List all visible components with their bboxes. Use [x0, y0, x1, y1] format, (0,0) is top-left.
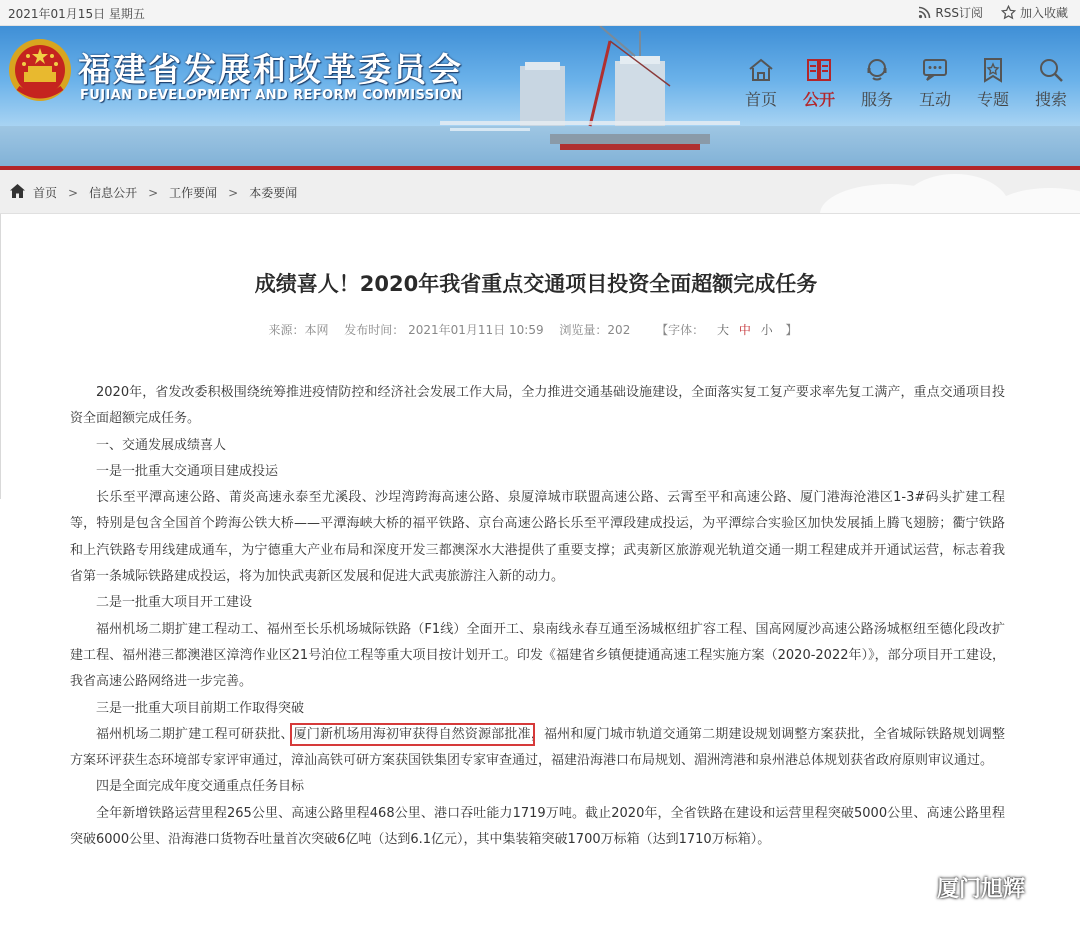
star-icon	[1001, 5, 1016, 20]
book-icon	[805, 56, 833, 84]
breadcrumb-commission-news[interactable]: 本委要闻	[249, 186, 298, 200]
breadcrumb-bar	[0, 170, 1080, 214]
breadcrumb-separator: >	[228, 185, 239, 200]
favorite-label: 加入收藏	[1019, 6, 1068, 20]
nav-interact[interactable]	[906, 54, 964, 110]
nav-service-label: 服务	[860, 90, 893, 109]
watermark	[897, 872, 1025, 903]
font-size-label: 【字体：	[656, 323, 705, 337]
top-bar	[0, 0, 1080, 26]
port-illustration-icon	[440, 26, 740, 166]
paragraph-text: ，福州和厦门城市轨道交通第二期建设规划调整方案获批，全省城际铁路规划调整方案环评获生态环境部专家评审通过，漳汕高铁可研方案获国铁集团专家审查通过，福建沿海港口布局规划、湄洲湾港和泉州港总体规划获省政府原则审议通过。	[70, 726, 1005, 769]
article-subheading: 四是全面完成年度交通重点任务目标	[96, 779, 305, 795]
main-nav	[732, 54, 1080, 110]
nav-search-label: 搜索	[1034, 90, 1067, 109]
watermark-text: 厦门旭辉	[937, 877, 1026, 902]
font-size-small[interactable]: 小	[760, 323, 773, 337]
national-emblem-icon	[6, 36, 74, 106]
site-title: 福建省发展和改革委员会	[78, 50, 463, 89]
nav-open-label: 公开	[802, 90, 835, 109]
date-text: 2021年01月15日 星期五	[8, 7, 145, 21]
breadcrumb-work-news[interactable]: 工作要闻	[169, 186, 218, 200]
article-source: 来源：本网	[268, 323, 329, 337]
article-paragraph: 全年新增铁路运营里程265公里、高速公路里程468公里、港口吞吐能力1719万吨。截止2020年，全省铁路在建设和运营里程突破5000公里、高速公路里程突破6000公里、沿海港口货物吞吐量首次突破6亿吨（达到6.1亿元），其中集装箱突破1700万标箱（达到1710万标箱）。	[70, 805, 1005, 848]
home-icon[interactable]	[10, 184, 25, 201]
paragraph-text: 福州机场二期扩建工程可研获批、	[96, 726, 294, 742]
nav-topic[interactable]	[964, 54, 1022, 110]
rss-label: RSS订阅	[935, 6, 983, 20]
topic-icon	[979, 56, 1007, 84]
nav-home-label: 首页	[744, 90, 777, 109]
font-size-medium[interactable]: 中	[738, 323, 751, 337]
service-icon	[863, 56, 891, 84]
article-subheading: 三是一批重大项目前期工作取得突破	[96, 700, 305, 716]
nav-service[interactable]	[848, 54, 906, 110]
rss-icon	[918, 6, 931, 19]
breadcrumb	[10, 184, 297, 201]
highlighted-text: 厦门新机场用海初审获得自然资源部批准	[293, 726, 531, 742]
article-subheading: 二是一批重大项目开工建设	[96, 595, 253, 611]
article-meta	[0, 321, 1072, 338]
nav-open[interactable]	[790, 54, 848, 110]
article-body	[70, 380, 1005, 853]
article-published: 发布时间： 2021年01月11日 10:59	[344, 323, 544, 337]
top-links	[918, 4, 1068, 21]
article-paragraph	[70, 722, 1005, 775]
nav-search[interactable]	[1022, 54, 1080, 110]
breadcrumb-info-public[interactable]: 信息公开	[89, 186, 138, 200]
article-paragraph: 长乐至平潭高速公路、莆炎高速永泰至尤溪段、沙埕湾跨海高速公路、泉厦漳城市联盟高速公路、云霄至平和高速公路、厦门港海沧港区1-3#码头扩建工程等，特别是包含全国首个跨海公铁大桥——平潭海峡大桥的福平铁路、京台高速公路长乐至平潭段建成投运，为平潭综合实验区加快发展插上腾飞翅膀；衢宁铁路和上汽铁路专用线建成通车，为宁德重大产业布局和深度开发三都澳深水大港提供了重要支撑；武夷新区旅游观光轨道交通一期工程建成并开通试运营，标志着我省第一条城际铁路建成投运，将为加快武夷新区发展和促进大武夷旅游注入新的动力。	[70, 490, 1005, 585]
home-icon	[747, 56, 775, 84]
article-paragraph: 2020年，省发改委积极围绕统筹推进疫情防控和经济社会发展工作大局，全力推进交通基础设施建设，全面落实复工复产要求率先复工满产，重点交通项目投资全面超额完成任务。	[70, 385, 1005, 427]
site-subtitle: FUJIAN DEVELOPMENT AND REFORM COMMISSION	[80, 88, 463, 103]
nav-topic-label: 专题	[976, 90, 1009, 109]
rss-link[interactable]	[918, 4, 983, 21]
breadcrumb-separator: >	[68, 185, 79, 200]
article-paragraph: 福州机场二期扩建工程动工、福州至长乐机场城际铁路（F1线）全面开工、泉南线永春互通至汤城枢纽扩容工程、国高网厦沙高速公路汤城枢纽至德化段改扩建工程、福州港三都澳港区漳湾作业区21号泊位工程等重大项目按计划开工。印发《福建省乡镇便捷通高速工程实施方案（2020-2022年）》，部分项目开工建设，我省高速公路网络进一步完善。	[70, 621, 1005, 690]
breadcrumb-home[interactable]: 首页	[33, 186, 58, 200]
chat-icon	[921, 56, 949, 84]
font-size-close: 】	[785, 323, 798, 337]
article-views: 浏览量：202	[559, 323, 631, 337]
article-title: 成绩喜人！2020年我省重点交通项目投资全面超额完成任务	[254, 272, 818, 296]
nav-home[interactable]	[732, 54, 790, 110]
breadcrumb-separator: >	[148, 185, 159, 200]
search-icon	[1037, 56, 1065, 84]
font-size-large[interactable]: 大	[717, 323, 730, 337]
article-subheading: 一是一批重大交通项目建成投运	[96, 463, 279, 479]
article-heading: 一、交通发展成绩喜人	[96, 437, 227, 453]
add-favorite-link[interactable]	[1001, 4, 1068, 21]
content-border	[0, 214, 1, 499]
wechat-icon	[897, 874, 931, 902]
nav-interact-label: 互动	[918, 90, 951, 109]
header-banner	[0, 26, 1080, 170]
